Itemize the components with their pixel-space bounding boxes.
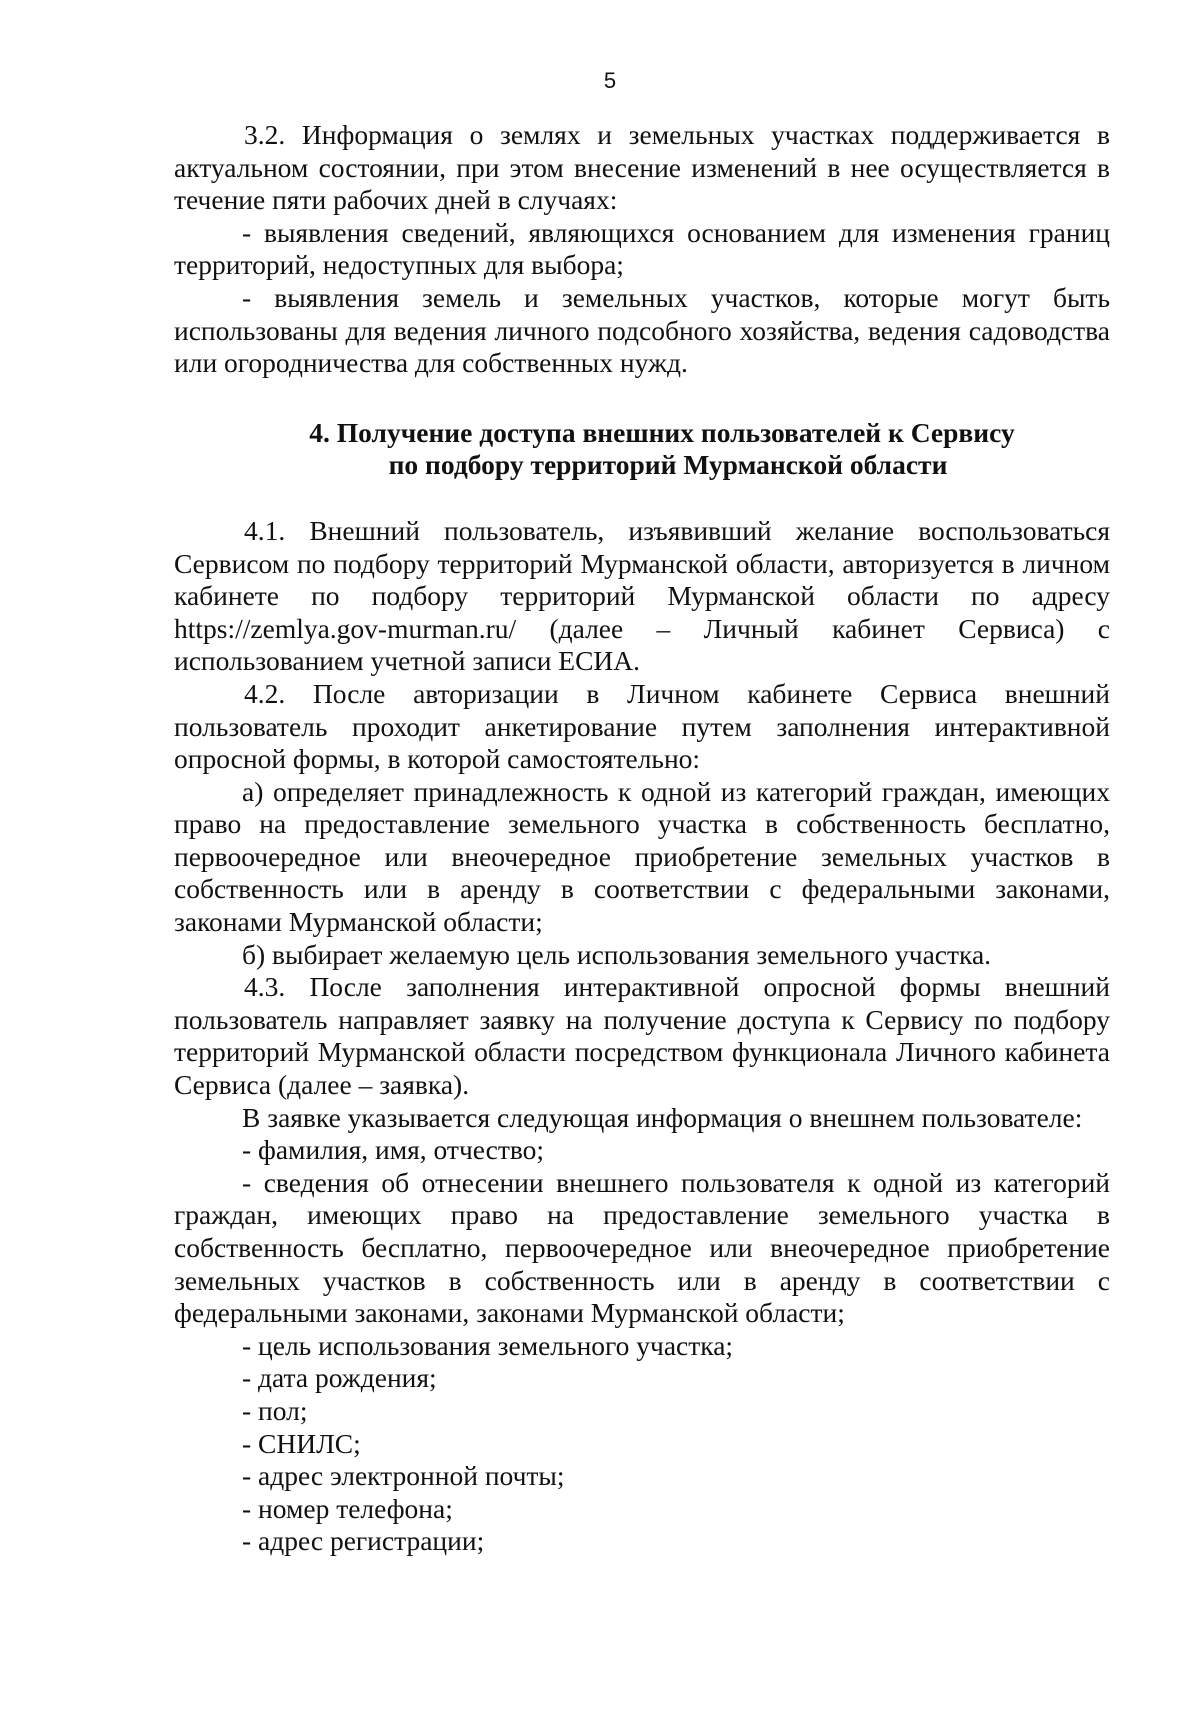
list-item-phone: - номер телефона; [242, 1492, 453, 1524]
list-item-fio: - фамилия, имя, отчество; [242, 1134, 545, 1166]
paragraph-4-2-b: б) выбирает желаемую цель использования земельного участка. [242, 938, 992, 970]
paragraph-4-3: 4.3. После заполнения интерактивной опросной формы внешний пользователь направляет заявку на получение доступа к Сервису по подбору территорий Мурманской области посредством функционала Личного кабинета Сервиса (далее – заявка). [174, 971, 1110, 1101]
list-item-purpose: - цель использования земельного участка; [242, 1329, 734, 1361]
paragraph-zayavka: В заявке указывается следующая информация о внешнем пользователе: [242, 1101, 1083, 1133]
section-4-heading [174, 417, 1110, 482]
application-fields-list [174, 1330, 1110, 1558]
paragraph-4-2-a: а) определяет принадлежность к одной из категорий граждан, имеющих право на предоставление земельного участка в собственность бесплатно, первоочередное или внеочередное приобретение земельных участков в собственность или в аренду в соответствии с федеральными законами, законами Мурманской области; [174, 775, 1110, 938]
section-4-heading-line1: 4. Получение доступа внешних пользователей к Сервису [309, 416, 1015, 448]
list-item-snils: - СНИЛС; [242, 1427, 361, 1459]
list-item-category-info: - сведения об отнесении внешнего пользователя к одной из категорий граждан, имеющих право на предоставление земельного участка в собственность бесплатно, первоочередное или внеочередное приобретение земельных участков в собственность или в аренду в соответствии с федеральными законами, законами Мурманской области; [174, 1166, 1110, 1329]
paragraph-4-1: 4.1. Внешний пользователь, изъявивший желание воспользоваться Сервисом по подбору территорий Мурманской области, авторизуется в личном кабинете по подбору территорий Мурманской области по адресу https://zemlya.gov-murman.ru/ (далее – Личный кабинет Сервиса) с использованием учетной записи ЕСИА. [174, 514, 1110, 677]
document-body [174, 119, 1110, 1558]
paragraph-3-2: 3.2. Информация о землях и земельных участках поддерживается в актуальном состоянии, при этом внесение изменений в нее осуществляется в течение пяти рабочих дней в случаях: [174, 119, 1110, 216]
section-4-body [174, 515, 1110, 1558]
paragraph-4-2: 4.2. После авторизации в Личном кабинете Сервиса внешний пользователь проходит анкетирование путем заполнения интерактивной опросной формы, в которой самостоятельно: [174, 677, 1110, 775]
list-item-birth-date: - дата рождения; [242, 1362, 437, 1394]
list-item-boundaries: - выявления сведений, являющихся основанием для изменения границ территорий, недоступных для выбора; [174, 216, 1110, 281]
list-item-address: - адрес регистрации; [242, 1525, 485, 1557]
list-item-lands: - выявления земель и земельных участков, которые могут быть использованы для ведения личного подсобного хозяйства, ведения садоводства или огородничества для собственных нужд. [174, 281, 1110, 379]
list-item-gender: - пол; [242, 1394, 308, 1426]
page-number: 5 [603, 68, 617, 93]
section-4-heading-line2: по подбору территорий Мурманской области [388, 449, 948, 481]
list-item-email: - адрес электронной почты; [242, 1460, 565, 1492]
